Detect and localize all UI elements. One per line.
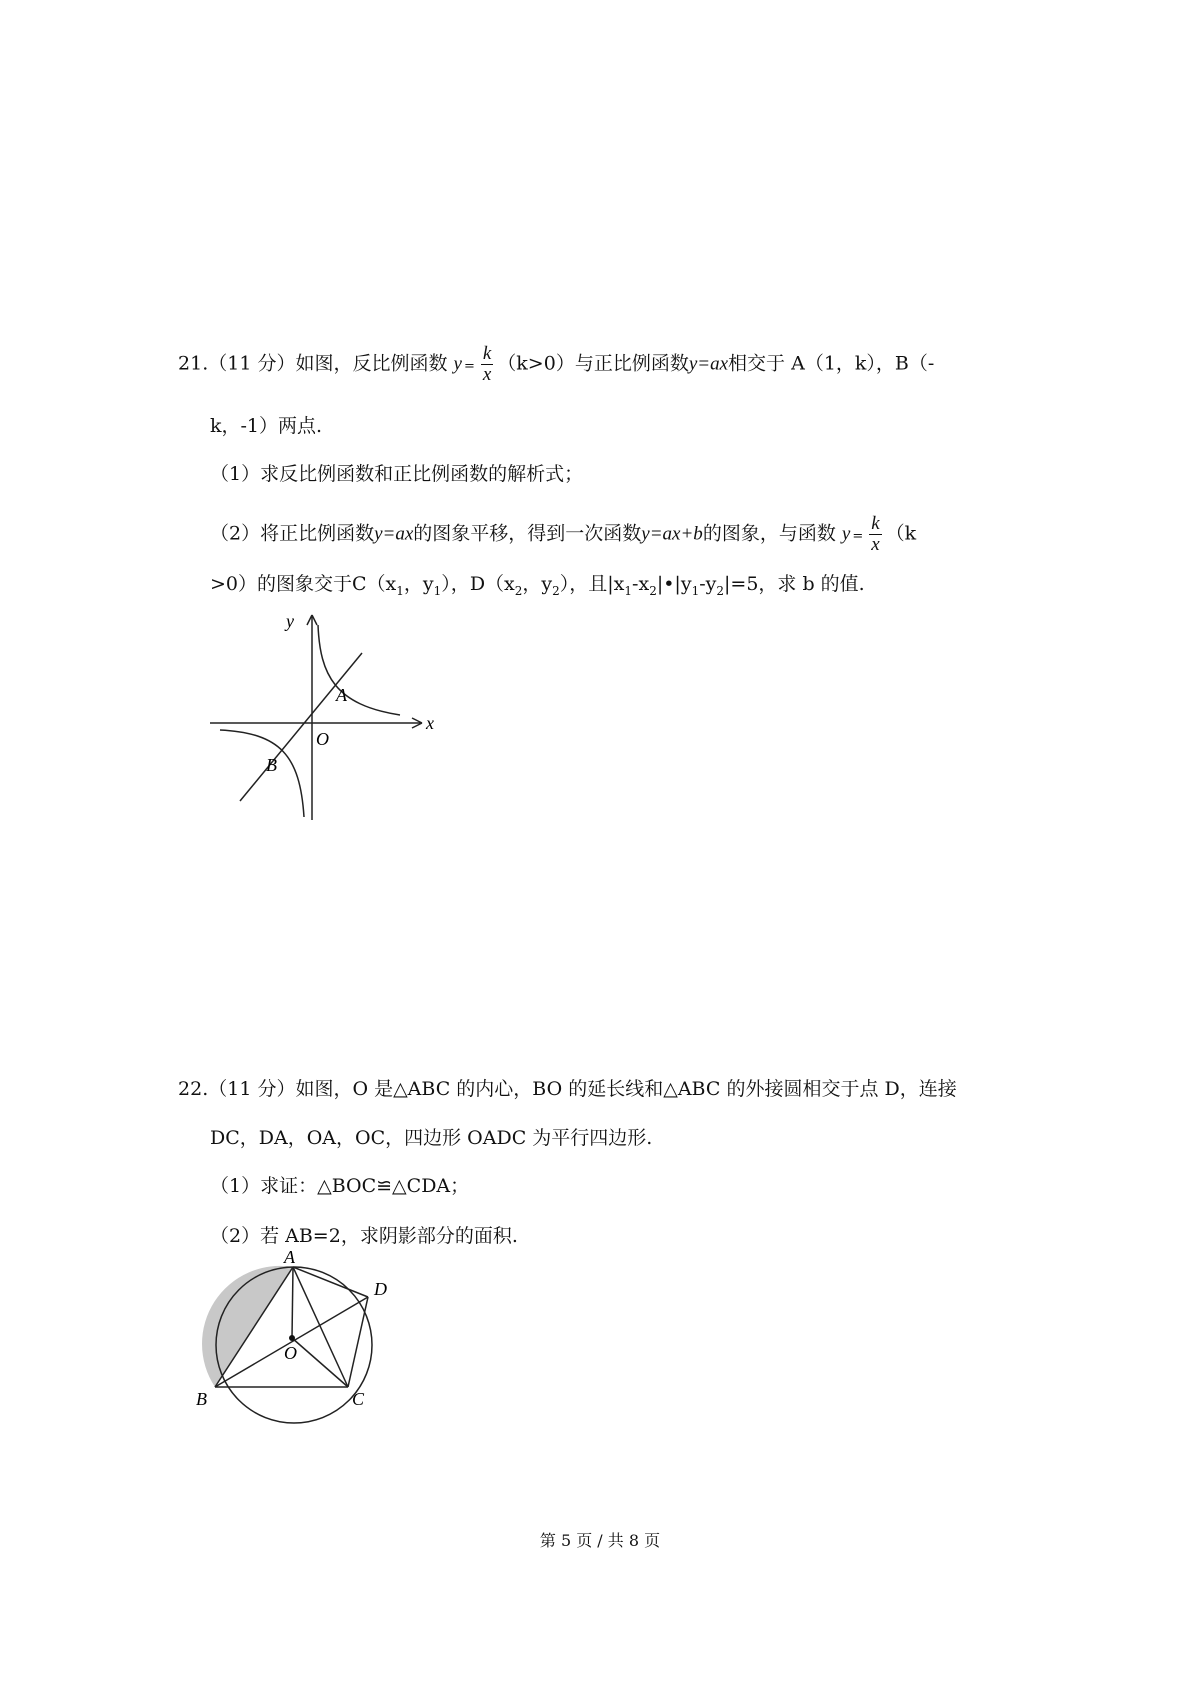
q21-number: 21 [178,352,203,375]
hyperbola-branch-1 [318,625,400,715]
q21-part1: （1）求反比例函数和正比例函数的解析式； [210,463,584,485]
label-B: B [196,1389,207,1409]
q21-line1: 21.（11 分）如图，反比例函数 y = $\frac{k}{x}$ （k>0）与正比例函数y=ax相交于 A（1，k），B（- [178,343,935,385]
q21-fraction-k-over-x: $\frac{k}{x}$ [482,343,492,385]
q22-line1: 22.（11 分）如图，O 是△ABC 的内心，BO 的延长线和△ABC 的外接圆相交于点 D，连接 [178,1078,957,1100]
q22-number: 22 [178,1078,203,1100]
label-B: B [266,755,277,775]
q21-points: （11 分） [208,352,296,375]
label-A: A [336,685,347,705]
q21-part2-line2: >0）的图象交于$C(x_1$，$y_1$），$D(x_2$，$y_2$），且$|x_1-x_2|•|y_1-y_2|=5$，求 b 的值. [210,573,865,598]
label-A: A [284,1247,295,1267]
label-O: O [316,729,329,749]
label-C: C [352,1389,365,1409]
label-D: D [374,1279,387,1299]
q22-part1: （1）求证：△BOC≌△CDA； [210,1175,470,1197]
q22-points: （11 分） [208,1078,296,1100]
q21-fraction-k-over-x-2: $\frac{k}{x}$ [871,513,880,555]
label-y: y [286,611,294,631]
shaded-segment [202,1266,293,1387]
q21-figure [200,605,440,825]
q22-figure [196,1247,400,1425]
q22-line2: DC，DA，OA，OC，四边形 OADC 为平行四边形. [210,1127,653,1149]
proportional-line [240,653,362,801]
q21-part2-line1: （2）将正比例函数y=ax的图象平移，得到一次函数y=ax+b的图象，与函数 y = $\frac{k}{x}$ （k [210,513,917,555]
q22-part2: （2）若 AB=2，求阴影部分的面积. [210,1225,518,1247]
label-x: x [426,713,434,733]
label-O: O [284,1343,297,1363]
point-O-dot [289,1335,295,1341]
q21-line2: k，-1）两点. [210,415,323,437]
page-footer: 第 5 页 / 共 8 页 [539,1531,661,1550]
